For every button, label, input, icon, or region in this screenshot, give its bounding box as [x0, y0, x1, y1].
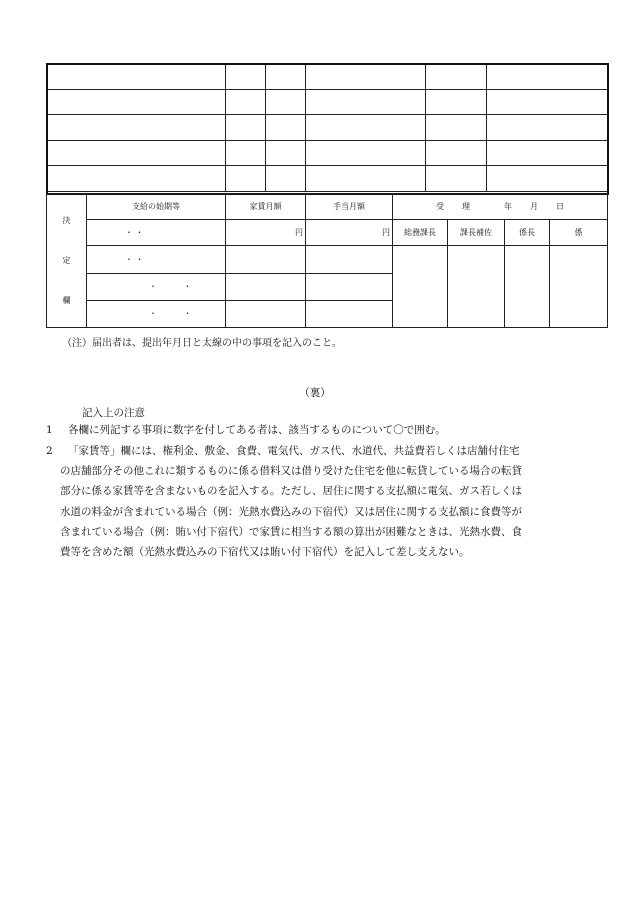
entry-cell[interactable] — [266, 166, 306, 192]
entry-cell[interactable] — [226, 115, 266, 141]
yen-unit: 円 — [295, 228, 303, 238]
caution-heading: 記入上の注意 — [82, 407, 145, 419]
yen-unit: 円 — [382, 228, 390, 238]
entry-table — [46, 63, 608, 192]
entry-cell[interactable] — [487, 89, 608, 115]
item-text-line: 費等を含めた額（光熱水費込みの下宿代又は賄い付下宿代）を記入して差し支えない。 — [60, 546, 470, 558]
entry-cell[interactable] — [266, 140, 306, 166]
decision-table — [46, 193, 608, 328]
header-receipt-date — [393, 194, 608, 220]
entry-cell[interactable] — [306, 166, 426, 192]
table-row — [47, 140, 608, 166]
entry-cell[interactable] — [487, 140, 608, 166]
header-rent-month: 家賃月額 — [226, 194, 306, 220]
entry-cell[interactable] — [47, 166, 226, 192]
allowance-amount-cell[interactable] — [306, 300, 393, 327]
entry-cell[interactable] — [47, 115, 226, 141]
table-row — [47, 64, 608, 90]
entry-cell[interactable] — [306, 140, 426, 166]
entry-cell[interactable] — [306, 89, 426, 115]
period-cell[interactable] — [87, 300, 226, 327]
entry-cell[interactable] — [426, 64, 487, 90]
entry-cell[interactable] — [47, 89, 226, 115]
item-text-line: 「家賃等」欄には、権利金、敷金、食費、電気代、ガス代、水道代、共益費若しくは店舗付住宅 — [68, 445, 520, 457]
table-row — [47, 220, 608, 246]
entry-cell[interactable] — [226, 140, 266, 166]
entry-cell[interactable] — [306, 64, 426, 90]
approver-general-affairs-chief: 総務課長 — [393, 220, 448, 246]
table-row — [47, 89, 608, 115]
receipt-month: 月 — [530, 202, 538, 212]
allowance-amount-cell[interactable] — [306, 220, 393, 246]
item-text: 各欄に列記する事項に数字を付してある者は、該当するものについて〇で囲む。 — [68, 424, 446, 436]
approver-deputy-chief: 課長補佐 — [448, 220, 505, 246]
item-text-line: 含まれている場合（例：賄い付下宿代）で家賃に相当する額の算出が困難なときは、光熱水費、食 — [60, 525, 522, 538]
period-cell[interactable] — [87, 246, 226, 273]
date-dots: ・ ・ — [149, 282, 192, 292]
table-row — [47, 246, 608, 273]
table-row — [47, 166, 608, 192]
date-dots: ・ ・ — [149, 309, 192, 319]
item-number: 1 — [46, 424, 53, 436]
entry-cell[interactable] — [426, 140, 487, 166]
entry-cell[interactable] — [487, 115, 608, 141]
allowance-amount-cell[interactable] — [306, 273, 393, 300]
entry-cell[interactable] — [306, 115, 426, 141]
allowance-amount-cell[interactable] — [306, 246, 393, 273]
approver-section-chief: 係長 — [505, 220, 550, 246]
item-number: 2 — [46, 445, 53, 457]
entry-cell[interactable] — [266, 115, 306, 141]
entry-cell[interactable] — [226, 166, 266, 192]
entry-cell[interactable] — [426, 89, 487, 115]
entry-cell[interactable] — [266, 89, 306, 115]
stamp-cell[interactable] — [550, 246, 608, 328]
header-allowance-month: 手当月額 — [306, 194, 393, 220]
entry-cell[interactable] — [266, 64, 306, 90]
period-cell[interactable] — [87, 220, 226, 246]
rent-amount-cell[interactable] — [226, 300, 306, 327]
date-dots: ・ ・ — [125, 228, 144, 238]
entry-cell[interactable] — [487, 166, 608, 192]
side-char: 決 — [62, 216, 71, 225]
date-dots: ・ ・ — [125, 254, 144, 264]
stamp-cell[interactable] — [448, 246, 505, 328]
side-char: 定 — [62, 256, 71, 265]
header-period: 支給の始期等 — [87, 194, 226, 220]
entry-cell[interactable] — [487, 64, 608, 90]
table-row — [47, 115, 608, 141]
entry-cell[interactable] — [47, 140, 226, 166]
item-text-line: 水道の料金が含まれている場合（例：光熱水費込みの下宿代）又は居住に関する支払額に食費等が — [60, 505, 522, 518]
receipt-day: 日 — [556, 202, 564, 212]
stamp-cell[interactable] — [393, 246, 448, 328]
approver-staff: 係 — [550, 220, 608, 246]
entry-cell[interactable] — [226, 64, 266, 90]
receipt-year: 年 — [504, 202, 512, 212]
entry-cell[interactable] — [226, 89, 266, 115]
stamp-cell[interactable] — [505, 246, 550, 328]
table-row — [47, 194, 608, 220]
entry-cell[interactable] — [426, 166, 487, 192]
rent-amount-cell[interactable] — [226, 246, 306, 273]
entry-cell[interactable] — [426, 115, 487, 141]
entry-cell[interactable] — [47, 64, 226, 90]
back-side-title: （裏） — [299, 387, 331, 399]
receipt-label: 理 — [462, 202, 470, 212]
rent-amount-cell[interactable] — [226, 273, 306, 300]
filing-note: （注）届出者は、提出年月日と太線の中の事項を記入のこと。 — [62, 338, 342, 349]
rent-amount-cell[interactable] — [226, 220, 306, 246]
side-char: 欄 — [62, 296, 71, 305]
item-text-line: 部分に係る家賃等を含まないものを記入する。ただし、居住に関する支払額に電気、ガス若しくは — [60, 485, 522, 498]
decision-side-label — [47, 194, 87, 328]
receipt-label: 受 — [436, 202, 444, 212]
period-cell[interactable] — [87, 273, 226, 300]
item-text-line: の店舗部分その他これに類するものに係る借料又は借り受けた住宅を他に転貸している場合の転貸 — [60, 465, 522, 478]
